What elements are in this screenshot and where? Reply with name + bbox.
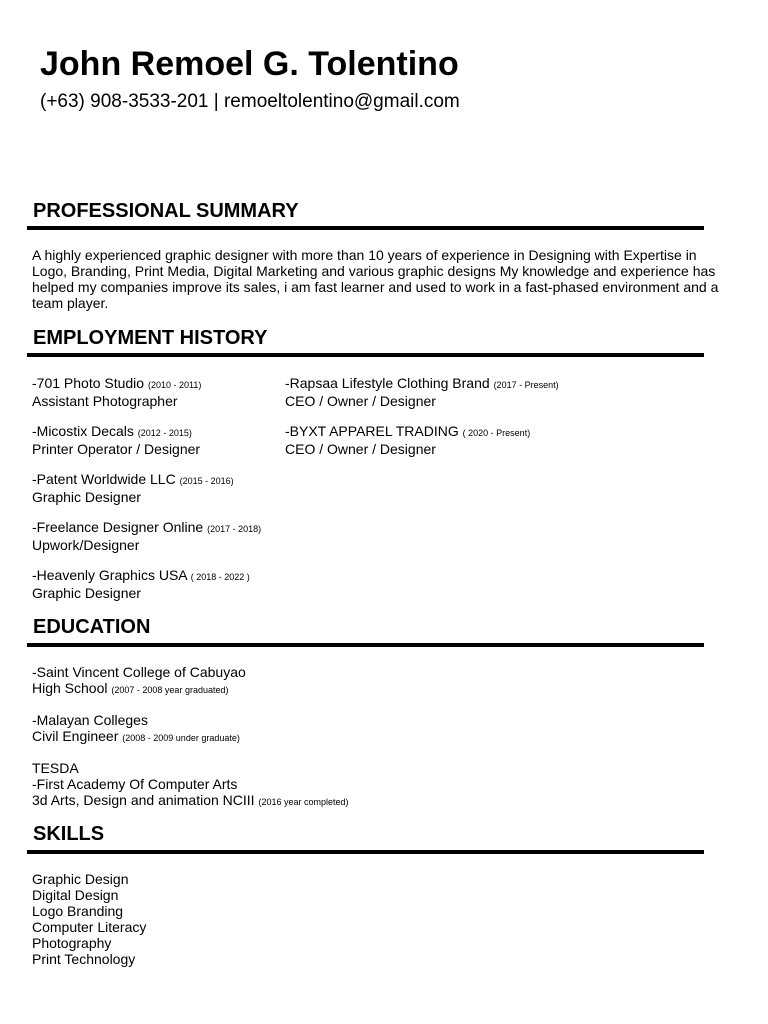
section-divider <box>27 353 704 357</box>
section-divider <box>27 226 704 230</box>
skill-item: Computer Literacy <box>32 919 147 935</box>
education-school: -Saint Vincent College of Cabuyao <box>32 664 246 680</box>
education-school: -Malayan Colleges <box>32 712 148 728</box>
job-company: -Micostix Decals <box>32 423 134 439</box>
job-years: ( 2020 - Present) <box>462 428 531 438</box>
skill-item: Digital Design <box>32 887 119 903</box>
job-years: ( 2018 - 2022 ) <box>190 572 250 582</box>
education-note: (2016 year completed) <box>258 797 349 807</box>
job-years: (2017 - Present) <box>493 380 559 390</box>
education-note: (2008 - 2009 under graduate) <box>122 733 240 743</box>
skill-item: Logo Branding <box>32 903 124 919</box>
job-company: -Heavenly Graphics USA <box>32 567 187 583</box>
job-entry <box>285 375 559 409</box>
job-company: -Freelance Designer Online <box>32 519 204 535</box>
skill-item: Print Technology <box>32 951 136 967</box>
job-entry <box>32 423 200 457</box>
skill-item: Photography <box>32 935 112 951</box>
job-company: -701 Photo Studio <box>32 375 145 391</box>
resume-name: John Remoel G. Tolentino <box>40 45 459 83</box>
education-degree: Civil Engineer <box>32 728 119 744</box>
job-years: (2010 - 2011) <box>147 380 202 390</box>
job-company: -Patent Worldwide LLC <box>32 471 176 487</box>
job-role: Upwork/Designer <box>32 537 140 553</box>
job-role: Graphic Designer <box>32 489 141 505</box>
contact-info: (+63) 908-3533-201 | remoeltolentino@gmail.com <box>40 91 460 112</box>
skill-item: Graphic Design <box>32 871 129 887</box>
job-entry <box>32 471 234 505</box>
job-entry <box>32 519 261 553</box>
section-title-summary: PROFESSIONAL SUMMARY <box>33 200 299 222</box>
section-title-skills: SKILLS <box>33 823 105 845</box>
job-company: -Rapsaa Lifestyle Clothing Brand <box>285 375 490 391</box>
section-divider <box>27 850 704 854</box>
section-title-employment: EMPLOYMENT HISTORY <box>33 327 268 349</box>
education-note: (2007 - 2008 year graduated) <box>111 685 229 695</box>
job-years: (2012 - 2015) <box>137 428 192 438</box>
education-school: -First Academy Of Computer Arts <box>32 776 238 792</box>
job-role: CEO / Owner / Designer <box>285 441 436 457</box>
education-entry <box>32 712 240 746</box>
education-degree: 3d Arts, Design and animation NCIII <box>32 792 255 808</box>
job-years: (2015 - 2016) <box>179 476 234 486</box>
job-entry <box>32 375 201 409</box>
summary-text: A highly experienced graphic designer with more than 10 years of experience in Designing with Expertise in Logo, Branding, Print Media, Digital Marketing and various graphic designs My knowledge and experience has helped my companies improve its sales, i am fast learner and used to work in a fast-phased environment and a team player. <box>32 247 719 311</box>
job-role: Graphic Designer <box>32 585 141 601</box>
education-entry <box>32 664 246 698</box>
section-title-education: EDUCATION <box>33 616 151 638</box>
education-entry <box>32 760 349 810</box>
skills-list <box>32 871 146 967</box>
education-provider: TESDA <box>32 760 79 776</box>
section-divider <box>27 643 704 647</box>
job-years: (2017 - 2018) <box>207 524 262 534</box>
education-degree: High School <box>32 680 108 696</box>
job-role: Printer Operator / Designer <box>32 441 201 457</box>
job-entry <box>32 567 250 601</box>
job-role: Assistant Photographer <box>32 393 178 409</box>
job-company: -BYXT APPAREL TRADING <box>285 423 459 439</box>
job-role: CEO / Owner / Designer <box>285 393 436 409</box>
job-entry <box>285 423 530 457</box>
